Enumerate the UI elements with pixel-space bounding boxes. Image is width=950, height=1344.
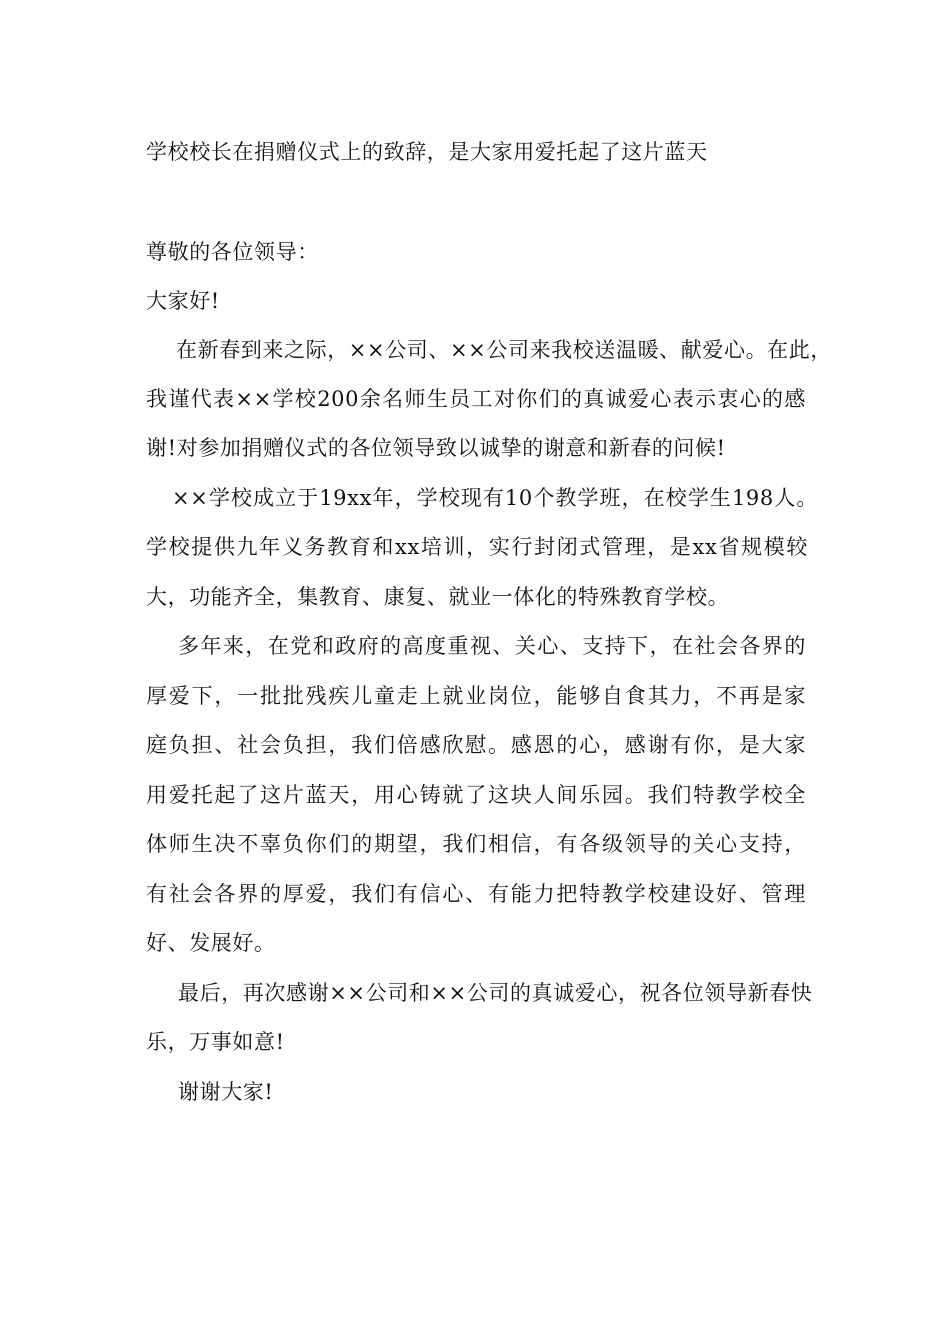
closing-line: 谢谢大家! (178, 1080, 274, 1104)
paragraph-line: 谢!对参加捐赠仪式的各位领导致以诚挚的谢意和新春的问候! (146, 436, 726, 460)
paragraph-line: 好、发展好。 (146, 931, 276, 955)
paragraph-line: 最后，再次感谢××公司和××公司的真诚爱心，祝各位领导新春快 (178, 981, 813, 1005)
paragraph-line: 乐，万事如意! (146, 1030, 285, 1054)
paragraph-line: 庭负担、社会负担，我们倍感欣慰。感恩的心，感谢有你，是大家 (146, 733, 806, 757)
greeting: 大家好! (146, 289, 220, 313)
paragraph-line: 多年来，在党和政府的高度重视、关心、支持下，在社会各界的 (178, 634, 806, 658)
salutation: 尊敬的各位领导： (146, 240, 319, 264)
document-title: 学校校长在捐赠仪式上的致辞，是大家用爱托起了这片蓝天 (146, 140, 708, 164)
paragraph-line: 我谨代表××学校200余名师生员工对你们的真诚爱心表示衷心的感 (146, 387, 806, 411)
paragraph-line: 在新春到来之际，××公司、××公司来我校送温暖、献爱心。在此， (176, 338, 832, 362)
paragraph-line: 厚爱下，一批批残疾儿童走上就业岗位，能够自食其力，不再是家 (146, 684, 806, 708)
paragraph-line: 有社会各界的厚爱，我们有信心、有能力把特教学校建设好、管理 (146, 882, 806, 906)
paragraph-line: 用爱托起了这片蓝天，用心铸就了这块人间乐园。我们特教学校全 (146, 783, 806, 807)
paragraph-line: 体师生决不辜负你们的期望，我们相信，有各级领导的关心支持， (146, 832, 806, 856)
paragraph-line: 大，功能齐全，集教育、康复、就业一体化的特殊教育学校。 (146, 585, 730, 609)
paragraph-line: 学校提供九年义务教育和xx培训，实行封闭式管理，是xx省规模较 (146, 535, 808, 559)
paragraph-line: ××学校成立于19xx年，学校现有10个教学班，在校学生198人。 (172, 486, 818, 510)
